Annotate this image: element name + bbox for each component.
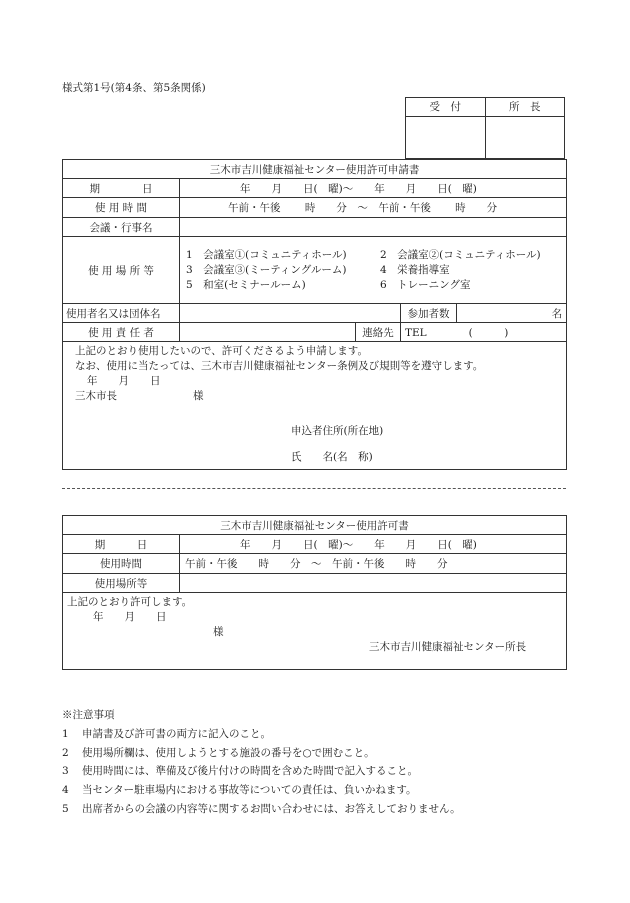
user-field[interactable] [180, 304, 401, 323]
room-option-3[interactable]: 3 会議室③(ミーティングルーム) [186, 263, 347, 276]
time-label: 使 用 時 間 [63, 198, 180, 218]
received-stamp-field[interactable] [406, 117, 485, 158]
participants-field[interactable] [457, 304, 567, 323]
note-text: 出席者からの会議の内容等に関するお問い合わせには、お答えしておりません。 [82, 802, 461, 815]
responsible-label: 使 用 責 任 者 [63, 323, 180, 342]
note-text: 申請書及び許可書の両方に記入のこと。 [82, 727, 271, 740]
period-label: 期 日 [63, 179, 180, 198]
applicant-name-label: 氏 名(名 称) [291, 451, 373, 463]
room-option-2[interactable]: 2 会議室②(コミュニティホール) [380, 248, 541, 261]
tel-field[interactable]: TEL ( ) [401, 323, 567, 342]
permit-time-field[interactable]: 午前・午後 時 分 ～ 午前・午後 時 分 [180, 554, 567, 574]
note-number: 1 [62, 727, 69, 740]
event-label: 会議・行事名 [63, 218, 180, 237]
permit-place-label: 使用場所等 [63, 574, 180, 593]
event-field[interactable] [180, 218, 567, 237]
note-number: 2 [62, 746, 69, 759]
responsible-field[interactable] [180, 323, 356, 342]
note-text: 使用時間には、準備及び後片付けの時間を含めた時間で記入すること。 [82, 765, 418, 778]
permit-period-label: 期 日 [63, 535, 180, 554]
addressee-line [75, 389, 554, 404]
period-field[interactable]: 年 月 日( 曜)～ 年 月 日( 曜) [180, 179, 567, 198]
permit-form [62, 515, 567, 670]
note-item [62, 762, 461, 781]
permit-honorific: 様 [213, 626, 224, 638]
addressee: 三木市長 [75, 390, 117, 402]
permit-date[interactable]: 年 月 日 [93, 611, 167, 623]
note-number: 5 [62, 802, 69, 815]
room-option-5[interactable]: 5 和室(セミナールーム) [186, 278, 306, 291]
contact-label: 連絡先 [356, 323, 401, 342]
room-option-1[interactable]: 1 会議室①(コミュニティホール) [186, 248, 347, 261]
applicant-address-label: 申込者住所(所在地) [291, 425, 384, 437]
room-option-6[interactable]: 6 トレーニング室 [380, 278, 471, 291]
user-label: 使用者名又は団体名 [63, 304, 180, 323]
addressee-honorific: 様 [193, 390, 204, 402]
note-item [62, 800, 461, 819]
request-line-1: 上記のとおり使用したいので、許可くださるよう申請します。 [75, 345, 368, 357]
note-number: 4 [62, 784, 69, 797]
note-number: 3 [62, 765, 69, 778]
permit-time-label: 使用時間 [63, 554, 180, 574]
permit-issuer: 三木市吉川健康福祉センター所長 [369, 641, 527, 653]
room-option-4[interactable]: 4 栄養指導室 [380, 263, 450, 276]
permit-statement: 上記のとおり許可します。 [67, 596, 193, 608]
room-list[interactable] [180, 237, 567, 304]
request-statement [63, 342, 567, 470]
request-line-2: なお、使用に当たっては、三木市吉川健康福祉センター条例及び規則等を遵守します。 [75, 360, 484, 372]
cut-line [62, 488, 566, 489]
participants-label: 参加者数 [401, 304, 457, 323]
permit-statement-box [63, 593, 567, 670]
permit-period-field[interactable]: 年 月 日( 曜)～ 年 月 日( 曜) [180, 535, 567, 554]
place-label: 使 用 場 所 等 [63, 237, 180, 304]
request-date[interactable]: 年 月 日 [87, 375, 161, 387]
director-label: 所 長 [485, 98, 565, 116]
note-item [62, 744, 461, 763]
notes-header: ※注意事項 [62, 709, 115, 721]
note-item [62, 725, 461, 744]
note-item [62, 781, 461, 800]
note-text: 当センター駐車場内における事故等についての責任は、負いかねます。 [82, 784, 417, 797]
permit-title: 三木市吉川健康福祉センター使用許可書 [63, 516, 567, 535]
notes-section [62, 706, 461, 819]
application-form [62, 159, 567, 470]
received-label: 受 付 [429, 101, 461, 113]
permit-place-field[interactable] [180, 574, 567, 593]
director-stamp-field[interactable] [485, 117, 565, 158]
form-number: 様式第1号(第4条、第5条関係) [62, 82, 206, 94]
note-text: 使用場所欄は、使用しようとする施設の番号を○で囲むこと。 [82, 746, 375, 759]
reception-box [405, 97, 565, 159]
participants-unit: 名 [551, 307, 563, 320]
application-title: 三木市吉川健康福祉センター使用許可申請書 [63, 160, 567, 179]
time-field[interactable]: 午前・午後 時 分 ～ 午前・午後 時 分 [180, 198, 567, 218]
